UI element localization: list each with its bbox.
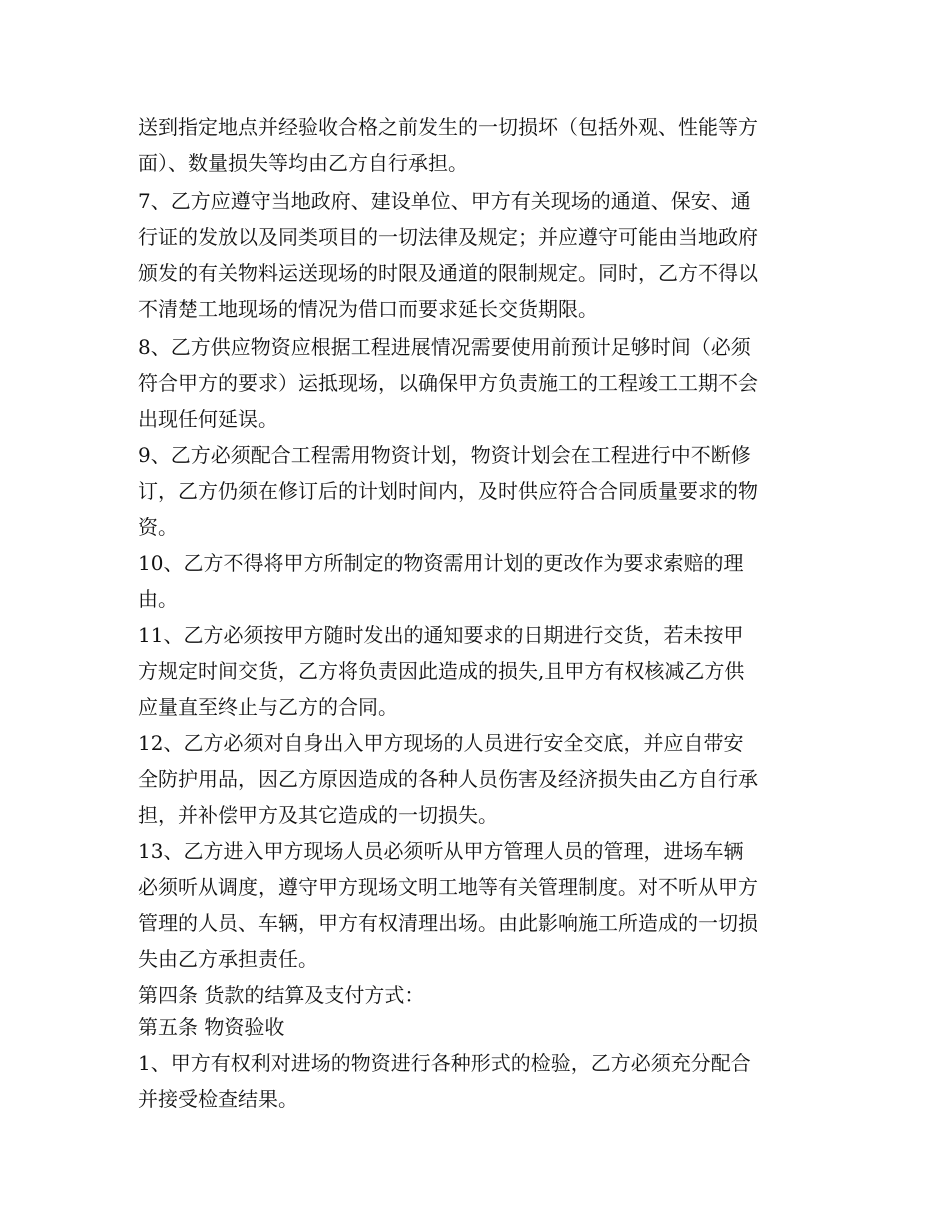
text-line: 失由乙方承担责任。: [138, 947, 318, 971]
text-line: 应量直至终止与乙方的合同。: [138, 695, 398, 719]
text-line: 由。: [138, 587, 178, 611]
text-line: 全防护用品，因乙方原因造成的各种人员伤害及经济损失由乙方自行承: [138, 767, 758, 791]
text-line: 11、乙方必须按甲方随时发出的通知要求的日期进行交货，若未按甲: [138, 623, 744, 647]
section-heading: 第五条 物资验收: [138, 1015, 285, 1039]
text-line: 1、甲方有权利对进场的物资进行各种形式的检验，乙方必须充分配合: [138, 1051, 751, 1075]
text-line: 9、乙方必须配合工程需用物资计划，物资计划会在工程进行中不断修: [138, 443, 751, 467]
section-heading: 第四条 货款的结算及支付方式：: [138, 983, 425, 1007]
text-line: 必须听从调度，遵守甲方现场文明工地等有关管理制度。对不听从甲方: [138, 875, 758, 899]
text-line: 7、乙方应遵守当地政府、建设单位、甲方有关现场的通道、保安、通: [138, 189, 751, 213]
text-line: 担，并补偿甲方及其它造成的一切损失。: [138, 803, 498, 827]
text-line: 不清楚工地现场的情况为借口而要求延长交货期限。: [138, 297, 598, 321]
text-line: 颁发的有关物料运送现场的时限及通道的限制规定。同时，乙方不得以: [138, 261, 758, 285]
text-line: 订，乙方仍须在修订后的计划时间内，及时供应符合合同质量要求的物: [138, 479, 758, 503]
text-line: 出现任何延误。: [138, 407, 278, 431]
text-line: 行证的发放以及同类项目的一切法律及规定；并应遵守可能由当地政府: [138, 225, 758, 249]
text-line: 方规定时间交货，乙方将负责因此造成的损失,且甲方有权核减乙方供: [138, 659, 745, 683]
text-line: 送到指定地点并经验收合格之前发生的一切损坏（包括外观、性能等方: [138, 115, 758, 139]
text-line: 资。: [138, 515, 178, 539]
text-line: 13、乙方进入甲方现场人员必须听从甲方管理人员的管理，进场车辆: [138, 839, 744, 863]
text-line: 10、乙方不得将甲方所制定的物资需用计划的更改作为要求索赔的理: [138, 551, 744, 575]
text-line: 12、乙方必须对自身出入甲方现场的人员进行安全交底，并应自带安: [138, 731, 744, 755]
text-line: 面）、数量损失等均由乙方自行承担。: [138, 151, 468, 175]
text-line: 管理的人员、车辆，甲方有权清理出场。由此影响施工所造成的一切损: [138, 911, 758, 935]
text-line: 8、乙方供应物资应根据工程进展情况需要使用前预计足够时间（必须: [138, 335, 751, 359]
text-line: 符合甲方的要求）运抵现场，以确保甲方负责施工的工程竣工工期不会: [138, 371, 758, 395]
text-line: 并接受检查结果。: [138, 1087, 298, 1111]
